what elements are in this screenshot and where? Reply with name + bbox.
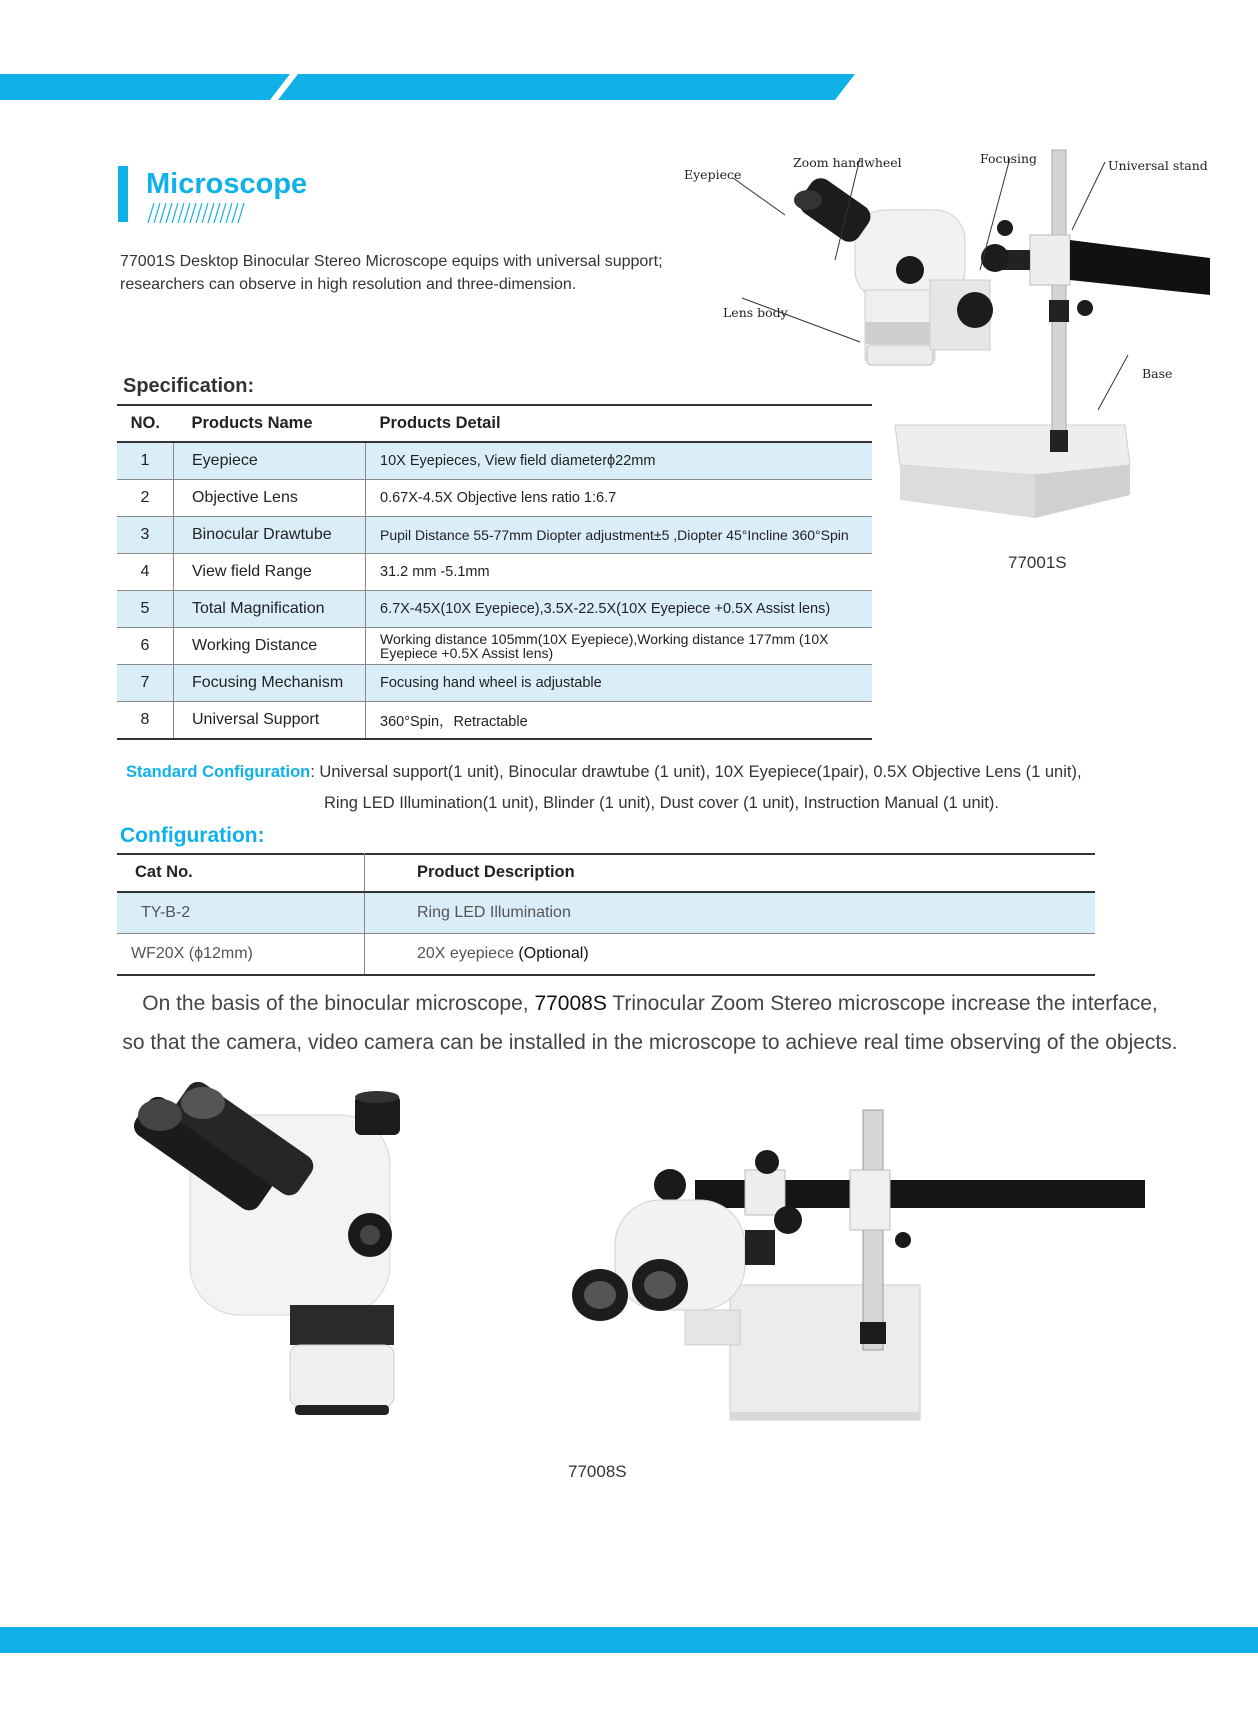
table-row bbox=[117, 665, 872, 702]
specification-title: Specification: bbox=[123, 375, 255, 397]
paragraph-line-2: so that the camera, video camera can be installed in the microscope to achieve real time observing of the objects. bbox=[122, 1031, 1178, 1054]
spec-detail: Pupil Distance 55-77mm Diopter adjustment±5 ,Diopter 45°Incline 360°Spin bbox=[366, 517, 873, 554]
paragraph-line-1 bbox=[110, 984, 1190, 1023]
spec-detail: 10X Eyepieces, View field diameterϕ22mm bbox=[366, 442, 873, 480]
spec-detail: Focusing hand wheel is adjustable bbox=[366, 665, 873, 702]
table-row bbox=[117, 554, 872, 591]
spec-name: Eyepiece bbox=[174, 442, 366, 480]
spec-detail: 6.7X-45X(10X Eyepiece),3.5X-22.5X(10X Eyepiece +0.5X Assist lens) bbox=[366, 591, 873, 628]
config-cat: WF20X (ϕ12mm) bbox=[117, 934, 365, 976]
page-title: Microscope bbox=[146, 168, 308, 200]
configuration-header-row bbox=[117, 853, 1095, 892]
specification-header-row bbox=[117, 405, 872, 442]
table-row bbox=[117, 628, 872, 665]
spec-detail: 31.2 mm -5.1mm bbox=[366, 554, 873, 591]
spec-no: 2 bbox=[117, 480, 174, 517]
standard-configuration bbox=[126, 757, 1126, 819]
standard-label: Standard Configuration bbox=[126, 763, 311, 781]
table-row bbox=[117, 591, 872, 628]
configuration-table bbox=[117, 853, 1095, 976]
header-product-description: Product Description bbox=[365, 853, 1096, 892]
header-band bbox=[0, 0, 1258, 110]
table-row bbox=[117, 442, 872, 480]
label-lens-body: Lens body bbox=[723, 305, 788, 320]
spec-no: 8 bbox=[117, 702, 174, 740]
spec-no: 5 bbox=[117, 591, 174, 628]
paragraph-text-a: On the basis of the binocular microscope, bbox=[142, 992, 535, 1015]
spec-name: Universal Support bbox=[174, 702, 366, 740]
spec-detail: Working distance 105mm(10X Eyepiece),Working distance 177mm (10X Eyepiece +0.5X Assist lens) bbox=[366, 628, 873, 665]
trinocular-head-image bbox=[130, 1075, 430, 1425]
table-row bbox=[117, 934, 1095, 976]
table-row bbox=[117, 892, 1095, 934]
caption-77001s: 77001S bbox=[1008, 553, 1067, 572]
title-hatch-decoration bbox=[146, 203, 246, 223]
config-desc bbox=[365, 934, 1096, 976]
config-cat: TY-B-2 bbox=[117, 892, 365, 934]
table-row bbox=[117, 480, 872, 517]
trinocular-stand-image bbox=[555, 1100, 1145, 1430]
paragraph-text-b: Trinocular Zoom Stereo microscope increase the interface, bbox=[606, 992, 1158, 1015]
trinocular-paragraph bbox=[110, 984, 1190, 1062]
intro-text bbox=[120, 250, 663, 296]
header-no: NO. bbox=[117, 405, 174, 442]
spec-no: 7 bbox=[117, 665, 174, 702]
specification-table bbox=[117, 405, 872, 740]
label-zoom-handwheel: Zoom handwheel bbox=[793, 155, 902, 170]
standard-text-1: : Universal support(1 unit), Binocular drawtube (1 unit), 10X Eyepiece(1pair), 0.5X Objective Lens (1 unit), bbox=[310, 763, 1082, 781]
spec-detail: 360°Spin，Retractable bbox=[366, 702, 873, 740]
standard-line-1 bbox=[126, 757, 1126, 788]
table-row bbox=[117, 702, 872, 740]
label-focusing: Focusing bbox=[980, 151, 1038, 166]
label-universal-stand: Universal stand bbox=[1108, 158, 1208, 173]
config-desc-text: Ring LED Illumination bbox=[417, 904, 571, 921]
spec-name: Working Distance bbox=[174, 628, 366, 665]
config-desc-extra: (Optional) bbox=[513, 945, 589, 962]
caption-77008s: 77008S bbox=[568, 1462, 627, 1481]
spec-detail: 0.67X-4.5X Objective lens ratio 1:6.7 bbox=[366, 480, 873, 517]
model-number: 77008S bbox=[534, 992, 607, 1015]
spec-name: Focusing Mechanism bbox=[174, 665, 366, 702]
config-desc bbox=[365, 892, 1096, 934]
spec-name: View field Range bbox=[174, 554, 366, 591]
standard-text-2: Ring LED Illumination(1 unit), Blinder (1 unit), Dust cover (1 unit), Instruction Manual (1 unit). bbox=[324, 794, 999, 812]
config-desc-text: 20X eyepiece bbox=[417, 945, 514, 962]
table-row bbox=[117, 517, 872, 554]
spec-no: 3 bbox=[117, 517, 174, 554]
spec-name: Total Magnification bbox=[174, 591, 366, 628]
footer-band bbox=[0, 1627, 1258, 1653]
configuration-title: Configuration: bbox=[120, 824, 265, 847]
intro-line-1: 77001S Desktop Binocular Stereo Microscope equips with universal support; bbox=[120, 253, 663, 270]
header-products-name: Products Name bbox=[174, 405, 366, 442]
header-cat-no: Cat No. bbox=[117, 853, 365, 892]
header-products-detail: Products Detail bbox=[366, 405, 873, 442]
label-eyepiece: Eyepiece bbox=[684, 167, 742, 182]
spec-no: 4 bbox=[117, 554, 174, 591]
spec-name: Objective Lens bbox=[174, 480, 366, 517]
title-accent-bar bbox=[118, 166, 128, 222]
spec-name: Binocular Drawtube bbox=[174, 517, 366, 554]
label-base: Base bbox=[1142, 366, 1173, 381]
spec-no: 6 bbox=[117, 628, 174, 665]
intro-line-2: researchers can observe in high resolution and three-dimension. bbox=[120, 276, 577, 293]
spec-no: 1 bbox=[117, 442, 174, 480]
